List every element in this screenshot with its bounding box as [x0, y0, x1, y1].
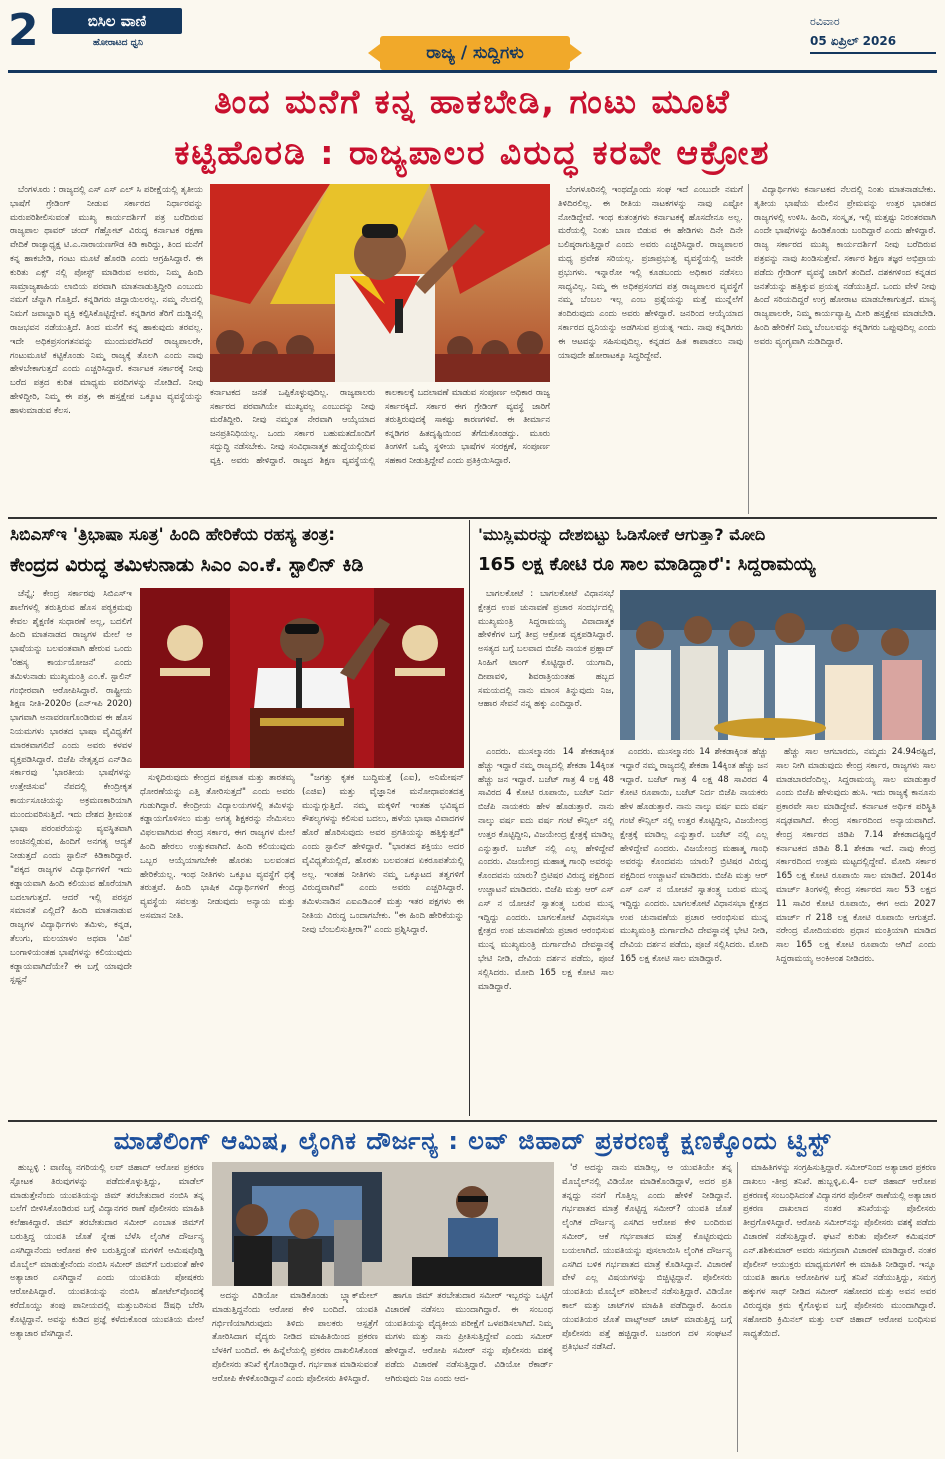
story3-column-2: ಎಂದರು. ಮುಸಲ್ಮಾನರು 14 ಶೇಕಡಾಕ್ಕಿಂತ ಹೆಚ್ಚು ಇದ್ದಾರೆ ನಮ್ಮ ರಾಜ್ಯದಲ್ಲಿ ಶೇಕಡಾ 14ಕ್ಕಿಂತ ಹೆಚ್ಚು ಜನ ಇದ್ದಾರೆ. ಬಜೆಟ್ ಗಾತ್ರ 4 ಲಕ್ಷ 48 ಸಾವಿರದ 4 ಕೋಟಿ ರೂಪಾಯಿ, ಬಜೆಟ್ ನಿರ್ದ ಬಿಜೆಪಿ ನಾಯಕರು ಹೇಳ ಹೊಡುತ್ತಾರೆ. ನಾನು ನಾಲ್ಕು ವರ್ಷ ಐದು ವರ್ಷ ಗಂಟೆ ಕೌನ್ಸಿಲ್ ನಲ್ಲಿ ಉತ್ತರ ಕೊಟ್ಟಿದ್ದೀನಿ, ವಿಜಯೇಂದ್ರ ಕ್ಷೇತ್ರಕ್ಕೆ ಮಾಡಿಲ್ಲ ಎನ್ನುತ್ತಾರೆ. ಬಜೆಟ್ ನಲ್ಲಿ ಎಲ್ಲ ಹೇಳಿದ್ದೇವೆ ಎಂದರು. ವಿಜಯೇಂದ್ರ ಮಹಾತ್ಮ ಗಾಂಧಿ ಅವರನ್ನು ಕೊಂದವನು ಯಾರು? ಬ್ರಿಟಿಷರ ವಿರುದ್ಧ ಪಕ್ಷದಿಂದ ಉಚ್ಚಾಟನೆ ಮಾಡಿದರು. ಬಿಜೆಪಿ ಮತ್ತು ಆರ್ ಎಸ್ ಎಸ್ ನ ಯೋಚನೆ ಸ್ವಾತಂತ್ರ್ಯ ಬರುವ ಮುನ್ನ ಇದ್ದಿದ್ದು ಎಂದರು. ಬಾಗಲಕೋಟೆ ವಿಧಾನಸಭಾ ಕ್ಷೇತ್ರದ ಉಪ ಚುನಾವಣೆಯ ಪ್ರಚಾರ ಆರಂಭಿಸುವ ಮುನ್ನ ಮುಖ್ಯಮಂತ್ರಿ ದುರ್ಗಾದೇವಿ ದೇವಸ್ಥಾನಕ್ಕೆ ಭೇಟಿ ನೀಡಿ, ದೇವಿಯ ದರ್ಶನ ಪಡೆದು, ಪೂಜೆ ಸಲ್ಲಿಸಿದರು. ಮೋದಿ 165 ಲಕ್ಷ ಕೋಟಿ ಸಾಲ ಮಾಡಿದ್ದಾರೆ.	[620, 747, 768, 964]
story2-column-1: ಚೆನ್ನೈ: ಕೇಂದ್ರ ಸರ್ಕಾರವು ಸಿಬಿಎಸ್‌ಇ ಶಾಲೆಗಳಲ್ಲಿ ತರುತ್ತಿರುವ ಹೊಸ ಪಠ್ಯಕ್ರಮವು ಕೇವಲ ಶೈಕ್ಷಣಿಕ ಸುಧಾರಣೆ ಅಲ್ಲ, ಬದಲಿಗೆ ಹಿಂದಿ ಮಾತನಾಡದ ರಾಜ್ಯಗಳ ಮೇಲೆ ಆ ಭಾಷೆಯನ್ನು ಬಲವಂತವಾಗಿ ಹೇರುವ ಒಂದು 'ರಹಸ್ಯ ಕಾರ್ಯಯೋಜನೆ' ಎಂದು ತಮಿಳುನಾಡು ಮುಖ್ಯಮಂತ್ರಿ ಎಂ.ಕೆ. ಸ್ಟಾಲಿನ್ ಗಂಭೀರವಾಗಿ ಆರೋಪಿಸಿದ್ದಾರೆ. ರಾಷ್ಟ್ರೀಯ ಶಿಕ್ಷಣ ನೀತಿ-2020ರ (ಎನ್‌ಇಪಿ 2020) ಭಾಗವಾಗಿ ಅನಾವರಣಗೊಂಡಿರುವ ಈ ಹೊಸ ನಿಯಮಗಳು ಭಾರತದ ಭಾಷಾ ವೈವಿಧ್ಯತೆಗೆ ಮಾರಕವಾಗಲಿದೆ ಎಂದು ಅವರು ಕಳವಳ ವ್ಯಕ್ತಪಡಿಸಿದ್ದಾರೆ. ಬಿಜೆಪಿ ನೇತೃತ್ವದ ಎನ್‌ಡಿಎ ಸರ್ಕಾರವು 'ಭಾರತೀಯ ಭಾಷೆಗಳನ್ನು ಉತ್ತೇಜಿಸುವ' ನೆಪದಲ್ಲಿ ಕೇಂದ್ರೀಕೃತ ಕಾರ್ಯಸೂಚಿಯನ್ನು ಅಕ್ರಮಣಕಾರಿಯಾಗಿ ಮುಂದುವರಿಸುತ್ತಿದೆ. ಇದು ದೇಶದ ಶ್ರೀಮಂತ ಭಾಷಾ ಪರಂಪರೆಯನ್ನು ವ್ಯವಸ್ಥಿತವಾಗಿ ಅಂಚಿನಲ್ಲಿಡುವ, ಹಿಂದಿಗೆ ಅನಗತ್ಯ ಆದ್ಯತೆ ನೀಡುತ್ತದೆ ಎಂದು ಸ್ಟಾಲಿನ್ ಕಿಡಿಕಾರಿದ್ದಾರೆ. "ಪಕ್ಕದ ರಾಜ್ಯಗಳ ವಿದ್ಯಾರ್ಥಿಗಳಿಗೆ ಇದು ಕಡ್ಡಾಯವಾಗಿ ಹಿಂದಿ ಕಲಿಯುವ ಹೊರೆಯಾಗಿ ಬದಲಾಗುತ್ತದೆ. ಆದರೆ ಇಲ್ಲಿ ಪರಸ್ಪರ ಸಮಾನತೆ ಎಲ್ಲಿದೆ? ಹಿಂದಿ ಮಾತನಾಡುವ ರಾಜ್ಯಗಳ ವಿದ್ಯಾರ್ಥಿಗಳು ತಮಿಳು, ಕನ್ನಡ, ತೆಲುಗು, ಮಲಯಾಳಂ ಅಥವಾ 'ವಿಪ' ಬಂಗಾಳಿಯಂತಹ ಭಾಷೆಗಳನ್ನು ಕಲಿಯುವುದು ಕಡ್ಡಾಯವಾಗಿದೆಯೇ? ಈ ಬಗ್ಗೆ ಯಾವುದೇ ಸ್ಪಷ್ಟನೆ	[10, 589, 132, 986]
issue-date: 05 ಏಪ್ರಿಲ್ 2026	[810, 34, 897, 48]
story4-column-3: ಹಾಗೂ ಜಿಮ್ ತರಬೇತುದಾರ ಸಮೀರ್ ಇಬ್ಬರನ್ನು ಒಟ್ಟಿಗೆ ವಿಚಾರಣೆ ನಡೆಸಲು ಮುಂದಾಗಿದ್ದಾರೆ. ಈ ಸಂಬಂಧ ಯುವತಿಯನ್ನು ವೈದ್ಯಕೀಯ ಪರೀಕ್ಷೆಗೆ ಒಳಪಡಿಸಲಾಗಿದೆ. ನಿಮ್ಮ ಮಗಳು ಮತ್ತು ನಾನು ಪ್ರೀತಿಸುತ್ತಿದ್ದೇವೆ ಎಂದು ಸಮೀರ್ ಹೇಳಿದ್ದಾನೆ. ಆರೋಪಿ ಸಮೀರ್ ನನ್ನು ಪೊಲೀಸರು ವಶಕ್ಕೆ ಪಡೆದು ವಿಚಾರಣೆ ನಡೆಸುತ್ತಿದ್ದಾರೆ. ವಿಡಿಯೋ ರೆಕಾರ್ಡ್ ಆಗಿರುವುದು ನಿಜ ಎಂದು ಆದ-	[385, 1291, 553, 1384]
section-banner: ರಾಜ್ಯ / ಸುದ್ದಿಗಳು	[380, 36, 570, 70]
story3-column-3: ಹೆಚ್ಚು ಸಾಲ ಆಗಬಾರದು, ನಮ್ಮದು 24.94ರಷ್ಟಿದೆ, ಸಾಲ ನೀಗಿ ಮಾಡುವುದು ಕೇಂದ್ರ ಸರ್ಕಾರ, ರಾಜ್ಯಗಳು ಸಾಲ ಮಾಡಬಾರದೆಂದಿಲ್ಲ. ಸಿದ್ದರಾಮಯ್ಯ ಸಾಲ ಮಾಡುತ್ತಾರೆ ಎಂದು ಬಿಜೆಪಿ ಹೇಳುವುದು ಹುಸಿ. ಇದು ರಾಜ್ಯಕ್ಕೆ ಕಾನೂನು ಪ್ರಕಾರವೇ ಸಾಲ ಮಾಡಿದ್ದೇವೆ. ಕರ್ನಾಟಕ ಅರ್ಥಿಕ ಪರಿಸ್ಥಿತಿ ಸದೃಢವಾಗಿದೆ. ಕೇಂದ್ರ ಸರ್ಕಾರದಿಂದ ಅನ್ಯಾಯವಾಗಿದೆ. ಕೇಂದ್ರ ಸರ್ಕಾರದ ಜಿಡಿಪಿ 7.14 ಶೇಕಡಾದಷ್ಟಿದ್ದರೆ ಕರ್ನಾಟಕದ ಜಿಡಿಪಿ 8.1 ಶೇಕಡಾ ಇದೆ. ನಾವು ಕೇಂದ್ರ ಸರ್ಕಾರದಿಂದ ಉತ್ತಮ ಮಟ್ಟದಲ್ಲಿದ್ದೇವೆ. ಮೋದಿ ಸರ್ಕಾರ 165 ಲಕ್ಷ ಕೋಟಿ ರೂಪಾಯಿ ಸಾಲ ಮಾಡಿದೆ. 2014ರ ಮಾರ್ಚ್ ತಿಂಗಳಲ್ಲಿ ಕೇಂದ್ರ ಸರ್ಕಾರದ ಸಾಲ 53 ಲಕ್ಷದ 11 ಸಾವಿರ ಕೋಟಿ ರೂಪಾಯಿ, ಈಗ ಅದು 2027 ಮಾರ್ಚ್ ಗೆ 218 ಲಕ್ಷ ಕೋಟಿ ರೂಪಾಯಿ ಆಗುತ್ತದೆ. ನರೇಂದ್ರ ಮೋದಿಯವರು ಪ್ರಧಾನ ಮಂತ್ರಿಯಾಗಿ ಮಾಡಿದ ಸಾಲ 165 ಲಕ್ಷ ಕೋಟಿ ರೂಪಾಯಿ ಆಗಿದೆ ಎಂದು ಸಿದ್ದರಾಮಯ್ಯ ಅಂಕಿಅಂಶ ನೀಡಿದರು.	[776, 747, 936, 964]
story1-photo	[210, 184, 550, 382]
story1-column-1: ಬೆಂಗಳೂರು : ರಾಜ್ಯದಲ್ಲಿ ಎಸ್ ಎಸ್ ಎಲ್ ಸಿ ಪರೀಕ್ಷೆಯಲ್ಲಿ ತೃತೀಯ ಭಾಷೆಗೆ ಗ್ರೇಡಿಂಗ್ ನೀಡುವ ಸರ್ಕಾರದ ನಿರ್ಧಾರವನ್ನು ಮರುಪರಿಶೀಲಿಸುವಂತೆ ಮುಖ್ಯ ಕಾರ್ಯದರ್ಶಿಗೆ ಪತ್ರ ಬರೆದಿರುವ ರಾಜ್ಯಪಾಲ ಥಾವರ್ ಚಂದ್ ಗೆಹ್ಲೋಟ್ ವಿರುದ್ಧ ಕರ್ನಾಟಕ ರಕ್ಷಣಾ ವೇದಿಕೆ ರಾಜ್ಯಾಧ್ಯಕ್ಷ ಟಿ.ಎ.ನಾರಾಯಣಗೌಡ ಕಿಡಿ ಕಾರಿದ್ದು, ತಿಂದ ಮನೆಗೆ ಕನ್ನ ಹಾಕಬೇಡಿ, ಗಂಟು ಮೂಟೆ ಹೊರಡಿ ಎಂದು ಆಗ್ರಹಿಸಿದ್ದಾರೆ. ಈ ಕುರಿತು ಎಕ್ಸ್ ನಲ್ಲಿ ಪೋಸ್ಟ್ ಮಾಡಿರುವ ಅವರು, ನಿಮ್ಮ ಹಿಂದಿ ಸಾಮ್ರಾಜ್ಯಶಾಹಿಯ ಲಾಬಿಯ ಪರವಾಗಿ ಮಾತನಾಡುತ್ತಿದ್ದೀರಿ ಎಂಬುದು ನಮಗೆ ಚೆನ್ನಾಗಿ ಗೊತ್ತಿದೆ. ಕನ್ನಡಿಗರು ಜಿದ್ದಾಯಿಲರಲ್ಲ. ನಮ್ಮ ನೆಲದಲ್ಲಿ ನಿಮಗೆ ಜವಾಬ್ದಾರಿ ವ್ಯಕ್ತಿ ಕಲ್ಪಿಸಿಕೊಟ್ಟಿದ್ದೇವೆ. ಕನ್ನಡಿಗರ ತೆರಿಗೆ ದುಡ್ಡಿನಲ್ಲಿ ರಾಜಭವನ ನಡೆಯುತ್ತಿದೆ. ತಿಂದ ಮನೆಗೆ ಕನ್ನ ಹಾಕುವುದು ತರವಲ್ಲ. ಇದೇ ಅಧಿಕಪ್ರಸಂಗತನವನ್ನು ಮುಂದುವರೆಸಿದರೆ ರಾಜ್ಯಪಾಲರೇ, ಗಂಟುಮೂಟೆ ಕಟ್ಟಿಕೊಂಡು ನಿಮ್ಮ ರಾಜ್ಯಕ್ಕೆ ತೊಲಗಿ ಎಂದು ನಾವು ಹೇಳಬೇಕಾಗುತ್ತದೆ ಎಂದು ಎಚ್ಚರಿಸಿದ್ದಾರೆ. ಕರ್ನಾಟಕ ಸರ್ಕಾರಕ್ಕೆ ನೀವು ಬರೆದ ಪತ್ರದ ಕುರಿತ ಮಾಧ್ಯಮ ವರದಿಗಳನ್ನು ನೋಡಿದೆ. ನೀವು ಹೇಳಿದ್ದೀರಿ, ನಿಮ್ಮ ಈ ಪತ್ರ, ಈ ಹಸ್ತಕ್ಷೇಪ ಒಕ್ಕೂಟ ವ್ಯವಸ್ಥೆಯನ್ನು ಹಾಳುಮಾಡುವ ಕೆಲಸ.	[10, 185, 203, 416]
story4-photo	[212, 1162, 554, 1286]
section-divider-bottom	[8, 1120, 937, 1122]
story3-headline-line2: 165 ಲಕ್ಷ ಕೋಟಿ ರೂ ಸಾಲ ಮಾಡಿದ್ದಾರೆ': ಸಿದ್ದರಾಮಯ್ಯ	[478, 554, 816, 575]
gym-trainer-image	[212, 1162, 554, 1286]
governor-protest-speaker-image	[210, 184, 550, 382]
story1-column-3: ಬೆಂಗಳೂರಿನಲ್ಲಿ ಇಂಥದ್ದೊಂದು ಸಂಘ ಇದೆ ಎಂಬುದೇ ನಮಗೆ ತಿಳಿದಿರಲಿಲ್ಲ. ಈ ರೀತಿಯ ನಾಟಕಗಳನ್ನು ನಾವು ಎಷ್ಟೋ ನೋಡಿದ್ದೇವೆ. ಇಂಥ ಕುತಂತ್ರಗಳು ಕರ್ನಾಟಕಕ್ಕೆ ಹೊಸದೇನೂ ಅಲ್ಲ. ಮರೆಯಲ್ಲಿ ನಿಂತು ಬಾಣ ಬಿಡುವ ಈ ಹೇಡಿಗಳು ದಿನೇ ದಿನೇ ಬಲಿಷ್ಠರಾಗುತ್ತಿದ್ದಾರೆ ಎಂದು ಅವರು ಎಚ್ಚರಿಸಿದ್ದಾರೆ. ರಾಜ್ಯಪಾಲರ ಮಧ್ಯ ಪ್ರವೇಶ ಸರಿಯಲ್ಲ. ಪ್ರಜಾಪ್ರಭುತ್ವ ವ್ಯವಸ್ಥೆಯಲ್ಲಿ ಜನರೇ ಪ್ರಭುಗಳು. ಇನ್ನಾರೋ ಇಲ್ಲಿ ಕೂಡಬಂದು ಅಧಿಕಾರ ನಡೆಸಲು ಸಾಧ್ಯವಿಲ್ಲ. ನಿಮ್ಮ ಈ ಅಧಿಕಪ್ರಸಂಗದ ಪತ್ರ ರಾಜ್ಯಪಾಲರ ವ್ಯವಸ್ಥೆಗೆ ನಮ್ಮ ಬೆಂಬಲ ಇಲ್ಲ ಎಂಬ ಪ್ರಶ್ನೆಯನ್ನು ಮತ್ತೆ ಮುನ್ನೆಲೆಗೆ ತಂದಿರುವುದು ಎಂದು ಅವರು ಹೇಳಿದ್ದಾರೆ. ಜನರಿಂದ ಆಯ್ಕೆಯಾದ ಸರ್ಕಾರದ ಧ್ವನಿಯನ್ನು ಅಡಗಿಸುವ ಪ್ರಯತ್ನ ಇದು. ನಾವು ಕನ್ನಡಿಗರು ಈ ಆಟವನ್ನು ಸಹಿಸುವುದಿಲ್ಲ. ಕನ್ನಡದ ಹಿತ ಕಾಪಾಡಲು ನಾವು ಯಾವುದೇ ಹೋರಾಟಕ್ಕೂ ಸಿದ್ಧರಿದ್ದೇವೆ.	[558, 185, 743, 361]
story1-photo-caption: ಕರ್ನಾಟಕದ ಜನತೆ ಒಪ್ಪಿಕೊಳ್ಳುವುದಿಲ್ಲ. ರಾಜ್ಯಪಾಲರು ಸರ್ಕಾರದ ಪರವಾಗಿಯೇ ಮುಖ್ಯವಲ್ಲ ಎಂಬುದನ್ನು ನೀವು ಮರೆತಿದ್ದೀರಿ. ನೀವು ನಮ್ಮಂತ ನೇರವಾಗಿ ಆಯ್ಕೆಯಾದ ಜನಪ್ರತಿನಿಧಿಯಲ್ಲ. ಒಂದು ಸರ್ಕಾರ ಬಹುಮತದೊಂದಿಗೆ ಸದ್ಬುದ್ಧಿ ನಡೆಸಬೇಕು. ನೀವು ಸಂವಿಧಾನಾತ್ಮಕ ಹುದ್ದೆಯಲ್ಲಿರುವ ವ್ಯಕ್ತಿ. ಅವರು ಹೇಳಿದ್ದಾರೆ. ರಾಜ್ಯದ ಶಿಕ್ಷಣ ವ್ಯವಸ್ಥೆಯಲ್ಲಿ ಕಾಲಕಾಲಕ್ಕೆ ಬದಲಾವಣೆ ಮಾಡುವ ಸಂಪೂರ್ಣ ಅಧಿಕಾರ ರಾಜ್ಯ ಸರ್ಕಾರಕ್ಕಿದೆ. ಸರ್ಕಾರ ಈಗ ಗ್ರೇಡಿಂಗ್ ವ್ಯವಸ್ಥೆ ಜಾರಿಗೆ ತರುತ್ತಿರುವುದಕ್ಕೆ ಸಾಕಷ್ಟು ಕಾರಣಗಳಿವೆ. ಈ ತೀರ್ಮಾನ ಕನ್ನಡಿಗರ ಹಿತದೃಷ್ಟಿಯಿಂದ ತೆಗೆದುಕೊಂಡದ್ದು. ಮೂರು ತಿಂಗಳಿಗೆ ಒಮ್ಮೆ ಸ್ಥಳೀಯ ಭಾಷೆಗಳ ಸಂರಕ್ಷಣೆ, ಸಂಪೂರ್ಣ ಸಹಕಾರ ನೀಡುತ್ತಿದ್ದೇವೆ ಎಂದು ಪ್ರತಿಕ್ರಿಯಿಸಿದ್ದಾರೆ.	[210, 387, 550, 465]
issue-day: ರವಿವಾರ	[810, 15, 840, 28]
story2-column-3: "ಜಗತ್ತು ಕೃತಕ ಬುದ್ಧಿಮತ್ತೆ (ಎಐ), ಅನಿಮೇಷನ್ (ಎಜಿಐ) ಮತ್ತು ವೈಜ್ಞಾನಿಕ ಮನೋಧಾವಂತದತ್ತ ಮುನ್ನುಗ್ಗುತ್ತಿದೆ. ನಮ್ಮ ಮಕ್ಕಳಿಗೆ ಇಂತಹ ಭವಿಷ್ಯದ ಕೌಶಲ್ಯಗಳನ್ನು ಕಲಿಸುವ ಬದಲು, ಹಳೆಯ ಭಾಷಾ ವಿವಾದಗಳ ಹೊರೆ ಹೊರಿಸುವುದು ಅವರ ಪ್ರಗತಿಯನ್ನು ಹತ್ತಿಕ್ಕುತ್ತದೆ" ಎಂದು ಸ್ಟಾಲಿನ್ ಹೇಳಿದ್ದಾರೆ. "ಭಾರತದ ಶಕ್ತಿಯು ಅದರ ವೈವಿಧ್ಯತೆಯಲ್ಲಿದೆ, ಹೊರತು ಬಲವಂತದ ಏಕರೂಪತೆಯಲ್ಲಿ ಅಲ್ಲ. ಇಂತಹ ನೀತಿಗಳು ನಮ್ಮ ಒಕ್ಕೂಟದ ತತ್ವಗಳಿಗೆ ವಿರುದ್ಧವಾಗಿವೆ" ಎಂದು ಅವರು ಎಚ್ಚರಿಸಿದ್ದಾರೆ. ತಮಿಳುನಾಡಿನ ಎಐಎಡಿಎಂಕೆ ಮತ್ತು ಇತರ ಪಕ್ಷಗಳು ಈ ನೀತಿಯ ವಿರುದ್ಧ ಒಂದಾಗಬೇಕು. "ಈ ಹಿಂದಿ ಹೇರಿಕೆಯನ್ನು ನೀವು ಬೆಂಬಲಿಸುತ್ತೀರಾ?" ಎಂದು ಪ್ರಶ್ನಿಸಿದ್ದಾರೆ.	[302, 773, 464, 935]
story2-headline-line2: ಕೇಂದ್ರದ ವಿರುದ್ಧ ತಮಿಳುನಾಡು ಸಿಎಂ ಎಂ.ಕೆ. ಸ್ಟಾಲಿನ್ ಕಿಡಿ	[10, 554, 364, 576]
page-number: 2	[8, 5, 39, 56]
column-divider-bottom	[737, 1162, 738, 1452]
story4-column-2: ಅದನ್ನು ವಿಡಿಯೋ ಮಾಡಿಕೊಂಡು ಬ್ಲ್ಯಾಕ್‌ಮೇಲ್ ಮಾಡುತ್ತಿದ್ದನೆಂದು ಆರೋಪ ಕೇಳಿ ಬಂದಿದೆ. ಯುವತಿ ಗರ್ಭಿಣಿಯಾಗಿರುವುದು ತಿಳಿದು ಪಾಲಕರು ಆಸ್ಪತ್ರೆಗೆ ತೋರಿಸಿದಾಗ ವೈದ್ಯರು ನೀಡಿದ ಮಾಹಿತಿಯಿಂದ ಪ್ರಕರಣ ಬೆಳಕಿಗೆ ಬಂದಿದೆ. ಈ ಹಿನ್ನೆಲೆಯಲ್ಲಿ ಪ್ರಕರಣ ದಾಖಲಿಸಿಕೊಂಡ ಪೊಲೀಸರು ತನಿಖೆ ಕೈಗೊಂಡಿದ್ದಾರೆ. ಗರ್ಭಪಾತ ಮಾಡಿಸುವಂತೆ ಆರೋಪಿ ಕೇಳಿಕೊಂಡಿದ್ದಾನೆ ಎಂದು ಪೊಲೀಸರು ತಿಳಿಸಿದ್ದಾರೆ.	[212, 1291, 378, 1384]
story4-column-4: 'ರೆ ಅದನ್ನು ನಾನು ಮಾಡಿಲ್ಲ, ಆ ಯುವತಿಯೇ ತನ್ನ ಮೊಬೈಲ್‌ನಲ್ಲಿ ವಿಡಿಯೋ ಮಾಡಿಕೊಂಡಿದ್ದಾಳೆ, ಅದರ ಪ್ರತಿ ತನ್ನದ್ದು ನನಗೆ ಗೊತ್ತಿಲ್ಲ ಎಂದು ಹೇಳಿಕೆ ನೀಡಿದ್ದಾನೆ. ಗರ್ಭಪಾತದ ಮಾತ್ರೆ ಕೊಟ್ಟಿದ್ದ ಸಮೀರ್? ಯುವತಿ ಜೊತೆ ಲೈಂಗಿಕ ದೌರ್ಜನ್ಯ ಎಸಗಿದ ಆರೋಪ ಕೇಳಿ ಬಂದಿರುವ ಸಮೀರ್, ಆಕೆ ಗರ್ಭಪಾತದ ಮಾತ್ರೆ ಕೊಟ್ಟಿರುವುದು ಬಯಲಾಗಿದೆ. ಯುವತಿಯನ್ನು ಪುಸಲಾಯಿಸಿ ಲೈಂಗಿಕ ದೌರ್ಜನ್ಯ ಎಸಗಿದ ಬಳಿಕ ಗರ್ಭಪಾತದ ಮಾತ್ರೆ ಕೊಡಿಸಿದ್ದಾನೆ. ವಿಚಾರಣೆ ವೇಳೆ ಎಲ್ಲ ವಿಷಯಗಳನ್ನು ಬಿಚ್ಚಿಟ್ಟಿದ್ದಾನೆ. ಪೊಲೀಸರು ಯುವತಿಯ ಮೊಬೈಲ್ ಪರಿಶೀಲನೆ ನಡೆಸುತ್ತಿದ್ದಾರೆ. ವಿಡಿಯೋ ಕಾಲ್ ಮತ್ತು ಚಾಟ್‌ಗಳ ಮಾಹಿತಿ ಪಡೆದಿದ್ದಾರೆ. ಹಿಂದೂ ಯುವತಿಯರ ಜೊತೆ ವಾಟ್ಸ್‌ಆಪ್ ಚಾಟ್ ಮಾಡುತ್ತಿದ್ದ ಬಗ್ಗೆ ಪೊಲೀಸರು ಪತ್ತೆ ಹಚ್ಚಿದ್ದಾರೆ. ಬಜರಂಗ ದಳ ಸಂಘಟನೆ ಪ್ರತಿಭಟನೆ ನಡೆಸಿದೆ.	[562, 1163, 732, 1353]
story3-headline-line1: 'ಮುಸ್ಲಿಮರನ್ನು ದೇಶಬಿಟ್ಟು ಓಡಿಸೋಕೆ ಆಗುತ್ತಾ? ಮೋದಿ	[478, 525, 766, 544]
story-divider	[469, 520, 470, 1116]
newspaper-tagline: ಹೋರಾಟದ ಧ್ವನಿ	[92, 38, 144, 48]
temple-visit-image	[620, 590, 936, 740]
masthead-divider	[8, 70, 937, 73]
story1-headline-line2: ಕಟ್ಟಿಹೊರಡಿ : ರಾಜ್ಯಪಾಲರ ವಿರುದ್ಧ ಕರವೇ ಆಕ್ರೋಶ	[174, 133, 771, 172]
story3-photo	[620, 590, 936, 740]
story3-column-1: ಎಂದರು. ಮುಸಲ್ಮಾನರು 14 ಶೇಕಡಾಕ್ಕಿಂತ ಹೆಚ್ಚು ಇದ್ದಾರೆ ನಮ್ಮ ರಾಜ್ಯದಲ್ಲಿ ಶೇಕಡಾ 14ಕ್ಕಿಂತ ಹೆಚ್ಚು ಜನ ಇದ್ದಾರೆ. ಬಜೆಟ್ ಗಾತ್ರ 4 ಲಕ್ಷ 48 ಸಾವಿರದ 4 ಕೋಟಿ ರೂಪಾಯಿ, ಬಜೆಟ್ ನಿರ್ದ ಬಿಜೆಪಿ ನಾಯಕರು ಹೇಳ ಹೊಡುತ್ತಾರೆ. ನಾನು ನಾಲ್ಕು ವರ್ಷ ಐದು ವರ್ಷ ಗಂಟೆ ಕೌನ್ಸಿಲ್ ನಲ್ಲಿ ಉತ್ತರ ಕೊಟ್ಟಿದ್ದೀನಿ, ವಿಜಯೇಂದ್ರ ಕ್ಷೇತ್ರಕ್ಕೆ ಮಾಡಿಲ್ಲ ಎನ್ನುತ್ತಾರೆ. ಬಜೆಟ್ ನಲ್ಲಿ ಎಲ್ಲ ಹೇಳಿದ್ದೇವೆ ಎಂದರು. ವಿಜಯೇಂದ್ರ ಮಹಾತ್ಮ ಗಾಂಧಿ ಅವರನ್ನು ಕೊಂದವನು ಯಾರು? ಬ್ರಿಟಿಷರ ವಿರುದ್ಧ ಪಕ್ಷದಿಂದ ಉಚ್ಚಾಟನೆ ಮಾಡಿದರು. ಬಿಜೆಪಿ ಮತ್ತು ಆರ್ ಎಸ್ ಎಸ್ ನ ಯೋಚನೆ ಸ್ವಾತಂತ್ರ್ಯ ಬರುವ ಮುನ್ನ ಇದ್ದಿದ್ದು ಎಂದರು. ಬಾಗಲಕೋಟೆ ವಿಧಾನಸಭಾ ಕ್ಷೇತ್ರದ ಉಪ ಚುನಾವಣೆಯ ಪ್ರಚಾರ ಆರಂಭಿಸುವ ಮುನ್ನ ಮುಖ್ಯಮಂತ್ರಿ ದುರ್ಗಾದೇವಿ ದೇವಸ್ಥಾನಕ್ಕೆ ಭೇಟಿ ನೀಡಿ, ದೇವಿಯ ದರ್ಶನ ಪಡೆದು, ಪೂಜೆ ಸಲ್ಲಿಸಿದರು. ಮೋದಿ 165 ಲಕ್ಷ ಕೋಟಿ ಸಾಲ ಮಾಡಿದ್ದಾರೆ.	[478, 747, 614, 992]
story1-headline-line1: ತಿಂದ ಮನೆಗೆ ಕನ್ನ ಹಾಕಬೇಡಿ, ಗಂಟು ಮೂಟೆ	[214, 82, 731, 121]
column-divider	[748, 184, 749, 514]
date-underline	[810, 52, 936, 54]
newspaper-brand: ಬಿಸಿಲ ವಾಣಿ	[52, 8, 182, 34]
stalin-speech-image	[140, 588, 464, 768]
section-divider	[8, 517, 937, 519]
story2-column-2: ಸುಳ್ಳಿದಿರುವುದು ಕೇಂದ್ರದ ಪಕ್ಷಪಾತ ಮತ್ತು ತಾರತಮ್ಯ ಧೋರಣೆಯನ್ನು ಎತ್ತಿ ತೋರಿಸುತ್ತದೆ" ಎಂದು ಅವರು ಗುಡುಗಿದ್ದಾರೆ. ಕೇಂದ್ರೀಯ ವಿದ್ಯಾಲಯಗಳಲ್ಲಿ ತಮಿಳನ್ನು ಕಡ್ಡಾಯಗೊಳಿಸಲು ಮತ್ತು ಅಗತ್ಯ ಶಿಕ್ಷಕರನ್ನು ನೇಮಿಸಲು ವಿಫಲವಾಗಿರುವ ಕೇಂದ್ರ ಸರ್ಕಾರ, ಈಗ ರಾಜ್ಯಗಳ ಮೇಲೆ ಹಿಂದಿ ಹೇರಲು ಉತ್ಸುಕವಾಗಿದೆ. ಹಿಂದಿ ಕಲಿಯುವುದು ಒಬ್ಬರ ಆಯ್ಕೆಯಾಗಬೇಕೇ ಹೊರತು ಬಲವಂತದ ಹೇರಿಕೆಯಲ್ಲ. ಇಂಥ ನೀತಿಗಳು ಒಕ್ಕೂಟ ವ್ಯವಸ್ಥೆಗೆ ಧಕ್ಕೆ ತರುತ್ತವೆ. ಹಿಂದಿ ಭಾಷಿಕ ವಿದ್ಯಾರ್ಥಿಗಳಿಗೆ ಕೇಂದ್ರ ವ್ಯವಸ್ಥೆಯ ಸವಲತ್ತು ನೀಡುವುದು ಅನ್ಯಾಯ ಮತ್ತು ಅಸಮಾನ ನೀತಿ.	[140, 773, 295, 921]
story1-column-4: ವಿದ್ಯಾರ್ಥಿಗಳು ಕರ್ನಾಟಕದ ನೆಲದಲ್ಲಿ ನಿಂತು ಮಾತನಾಡಬೇಕು. ತೃತೀಯ ಭಾಷೆಯ ಮೇಲಿನ ಪ್ರೇಮವನ್ನು ಉತ್ತರ ಭಾರತದ ರಾಜ್ಯಗಳಲ್ಲಿ ಉಳಿಸಿ. ಹಿಂದಿ, ಸಂಸ್ಕೃತ, ಇಲ್ಲಿ ಮತ್ತಷ್ಟು ನಿರಂತರವಾಗಿ ಎಂದೇ ಭಾಷೆಗಳನ್ನು ಹಿಂಡಿಕೊಂಡು ಬಂದಿದ್ದಾರೆ ಎಂದು ಹೇಳಿದ್ದಾರೆ. ರಾಜ್ಯ ಸರ್ಕಾರದ ಮುಖ್ಯ ಕಾರ್ಯದರ್ಶಿಗೆ ನೀವು ಬರೆದಿರುವ ಪತ್ರವನ್ನು ನಾವು ಖಂಡಿಸುತ್ತೇವೆ. ಸರ್ಕಾರ ಶಿಕ್ಷಣ ತಜ್ಞರ ಅಭಿಪ್ರಾಯ ಪಡೆದು ಗ್ರೇಡಿಂಗ್ ವ್ಯವಸ್ಥೆ ಜಾರಿಗೆ ತಂದಿದೆ. ದಶಕಗಳಿಂದ ಕನ್ನಡದ ಜನತೆಯನ್ನು ಹತ್ತಿಕ್ಕುವ ಪ್ರಯತ್ನ ನಡೆಯುತ್ತಿದೆ. ಒಂದು ವೇಳೆ ನೀವು ಹಿಂದೆ ಸರಿಯದಿದ್ದರೆ ಉಗ್ರ ಹೋರಾಟ ಮಾಡಬೇಕಾಗುತ್ತದೆ. ಮಾನ್ಯ ರಾಜ್ಯಪಾಲರೇ, ನಿಮ್ಮ ಕಾರ್ಯವ್ಯಾಪ್ತಿ ಮೀರಿ ಹಸ್ತಕ್ಷೇಪ ಮಾಡಬೇಡಿ. ಹಿಂದಿ ಹೇರಿಕೆಗೆ ನಿಮ್ಮ ಬೆಂಬಲವನ್ನು ಕನ್ನಡಿಗರು ಒಪ್ಪುವುದಿಲ್ಲ ಎಂದು ಅವರು ವ್ಯಂಗ್ಯವಾಗಿ ನುಡಿದಿದ್ದಾರೆ.	[754, 185, 936, 347]
story3-intro: ಬಾಗಲಕೋಟೆ : ಬಾಗಲಕೋಟೆ ವಿಧಾನಸಭೆ ಕ್ಷೇತ್ರದ ಉಪ ಚುನಾವಣೆ ಪ್ರಚಾರ ಸಂದರ್ಭದಲ್ಲಿ ಮುಖ್ಯಮಂತ್ರಿ ಸಿದ್ದರಾಮಯ್ಯ ವಿವಾದಾತ್ಮಕ ಹೇಳಿಕೆಗಳ ಬಗ್ಗೆ ತೀವ್ರ ಆಕ್ರೋಶ ವ್ಯಕ್ತಪಡಿಸಿದ್ದಾರೆ. ಅಸತ್ಯದ ಬಗ್ಗೆ ಬಲವಾದ ಬಿಜೆಪಿ ನಾಯಕ ಪ್ರಹ್ಲಾದ್ ಸಿಂಹಿಗೆ ಟಾಂಗ್ ಕೊಟ್ಟಿದ್ದಾರೆ. ಯುಗಾದಿ, ದೀಪಾವಳಿ, ಶಿವರಾತ್ರಿಯಂತಹ ಹಬ್ಬದ ಸಮಯದಲ್ಲಿ ನಾನು ಮಾಂಸ ತಿನ್ನುವುದು ನಿಜ, ಆಹಾರ ಸೇವನೆ ನನ್ನ ಹಕ್ಕು ಎಂದಿದ್ದಾರೆ.	[478, 589, 614, 710]
story2-headline-line1: ಸಿಬಿಎಸ್‌ಇ 'ತ್ರಿಭಾಷಾ ಸೂತ್ರ' ಹಿಂದಿ ಹೇರಿಕೆಯ ರಹಸ್ಯ ತಂತ್ರ:	[10, 525, 336, 545]
story4-headline: ಮಾಡೆಲಿಂಗ್ ಆಮಿಷ, ಲೈಂಗಿಕ ದೌರ್ಜನ್ಯ : ಲವ್ ಜಿಹಾದ್ ಪ್ರಕರಣಕ್ಕೆ ಕ್ಷಣಕ್ಕೊಂದು ಟ್ವಿಸ್ಟ್	[113, 1127, 832, 1155]
story4-column-1: ಹುಬ್ಬಳ್ಳಿ : ವಾಣಿಜ್ಯ ನಗರಿಯಲ್ಲಿ ಲವ್ ಜಿಹಾದ್ ಆರೋಪ ಪ್ರಕರಣ ಸ್ಫೋಟಕ ತಿರುವುಗಳನ್ನು ಪಡೆದುಕೊಳ್ಳುತ್ತಿದ್ದು, ಮಾಡೆಲ್ ಮಾಡುತ್ತೇನೆಂದು ಯುವತಿಯನ್ನು ಜಿಮ್ ತರಬೇತುದಾರ ನಂಬಿಸಿ ತನ್ನ ಬಲೆಗೆ ಬೀಳಿಸಿಕೊಂಡಿರುವ ಬಗ್ಗೆ ವಿದ್ಯಾನಗರ ಠಾಣೆ ಪೊಲೀಸರು ಮಾಹಿತಿ ಕಲೆಹಾಕಿದ್ದಾರೆ. ಜಿಮ್ ತರಬೇತುದಾರ ಸಮೀರ್ ಎಂಬಾತ ಜಿಮ್‌ಗೆ ಬರುತ್ತಿದ್ದ ಯುವತಿ ಜೊತೆ ಸ್ನೇಹ ಬೆಳೆಸಿ ಲೈಂಗಿಕ ದೌರ್ಜನ್ಯ ಎಸಗಿದ್ದಾನೆಂದು ಆರೋಪ ಕೇಳಿ ಬರುತ್ತಿದ್ದಂತೆ ಮಗಳಿಗೆ ಆಮಿಷವೊಡ್ಡಿ ಮೊಬೈಲ್ ಮಾಡುತ್ತೇನೆಂದು ನಂಬಿಸಿ ಸಮೀರ್ ಜಿಮ್‌ಗೆ ಬರುವಂತೆ ಹೇಳಿ ಅತ್ಯಾಚಾರ ಎಸಗಿದ್ದಾನೆ ಎಂದು ಯುವತಿಯ ಪೋಷಕರು ಆರೋಪಿಸಿದ್ದಾರೆ. ಯುವತಿಯನ್ನು ನಂಬಿಸಿ ಹೋಟೆಲ್‌ವೊಂದಕ್ಕೆ ಕರೆದೊಯ್ದು ತಂಪು ಪಾನೀಯದಲ್ಲಿ ಮತ್ತುಬರಿಸುವ ಔಷಧಿ ಬೆರೆಸಿ ಕೊಟ್ಟಿದ್ದಾನೆ. ಅವನ್ನು ಕುಡಿದ ಪ್ರಜ್ಞೆ ಕಳೆದುಕೊಂಡ ಯುವತಿಯ ಮೇಲೆ ಅತ್ಯಾಚಾರ ವೆಸಗಿದ್ದಾನೆ.	[10, 1163, 204, 1339]
story2-photo	[140, 588, 464, 768]
story4-column-5: ಮಾಹಿತಿಗಳನ್ನು ಸಂಗ್ರಹಿಸುತ್ತಿದ್ದಾರೆ. ಸಮೀರ್‌ನಿಂದ ಅತ್ಯಾಚಾರ ಪ್ರಕರಣ ದಾಖಲು -ತೀವ್ರ ತನಿಖೆ. ಹುಬ್ಬಳ್ಳಿ,ಏ.4- ಲವ್ ಜಿಹಾದ್ ಆರೋಪ ಪ್ರಕರಣಕ್ಕೆ ಸಂಬಂಧಿಸಿದಂತೆ ವಿದ್ಯಾನಗರ ಪೊಲೀಸ್ ಠಾಣೆಯಲ್ಲಿ ಅತ್ಯಾಚಾರ ಪ್ರಕರಣ ದಾಖಲಾದ ನಂತರ ತನಿಖೆಯನ್ನು ಪೊಲೀಸರು ತೀವ್ರಗೊಳಿಸಿದ್ದಾರೆ. ಆರೋಪಿ ಸಮೀರ್‌ನನ್ನು ಪೊಲೀಸರು ವಶಕ್ಕೆ ಪಡೆದು ವಿಚಾರಣೆ ನಡೆಸುತ್ತಿದ್ದಾರೆ. ಘಟನೆ ಕುರಿತು ಪೊಲೀಸ್ ಕಮಿಷನರ್ ಎನ್.ಶಶಿಕುಮಾರ್ ಅವರು ಸಮಗ್ರವಾಗಿ ವಿಚಾರಣೆ ಮಾಡಿದ್ದಾರೆ. ನಂತರ ಪೊಲೀಸ್ ಆಯುಕ್ತರು ಮಾಧ್ಯಮಗಳಿಗೆ ಈ ಮಾಹಿತಿ ನೀಡಿದ್ದಾರೆ. ಇನ್ನೂ ಯುವತಿ ಹಾಗೂ ಆರೋಪಿಗಳ ಬಗ್ಗೆ ತನಿಖೆ ನಡೆಯುತ್ತಿದ್ದು, ಸಮಗ್ರ ಹಕ್ಕುಗಳ ಸಾಥ್ ನೀಡಿದ ಸಮೀರ್ ಸಹೋದರ ಮತ್ತು ಅವನ ಅವರ ವಿರುದ್ಧವೂ ಕ್ರಮ ಕೈಗೊಳ್ಳುವ ಬಗ್ಗೆ ಪೊಲೀಸರು ಮುಂದಾಗಿದ್ದಾರೆ. ಸಹೋದರಿ ಕ್ರಿಮಿನಲ್ ಮತ್ತು ಲವ್ ಜಿಹಾದ್ ಆರೋಪ ಬಂಧಿಸುವ ಸಾಧ್ಯತೆಯಿದೆ.	[743, 1163, 936, 1339]
